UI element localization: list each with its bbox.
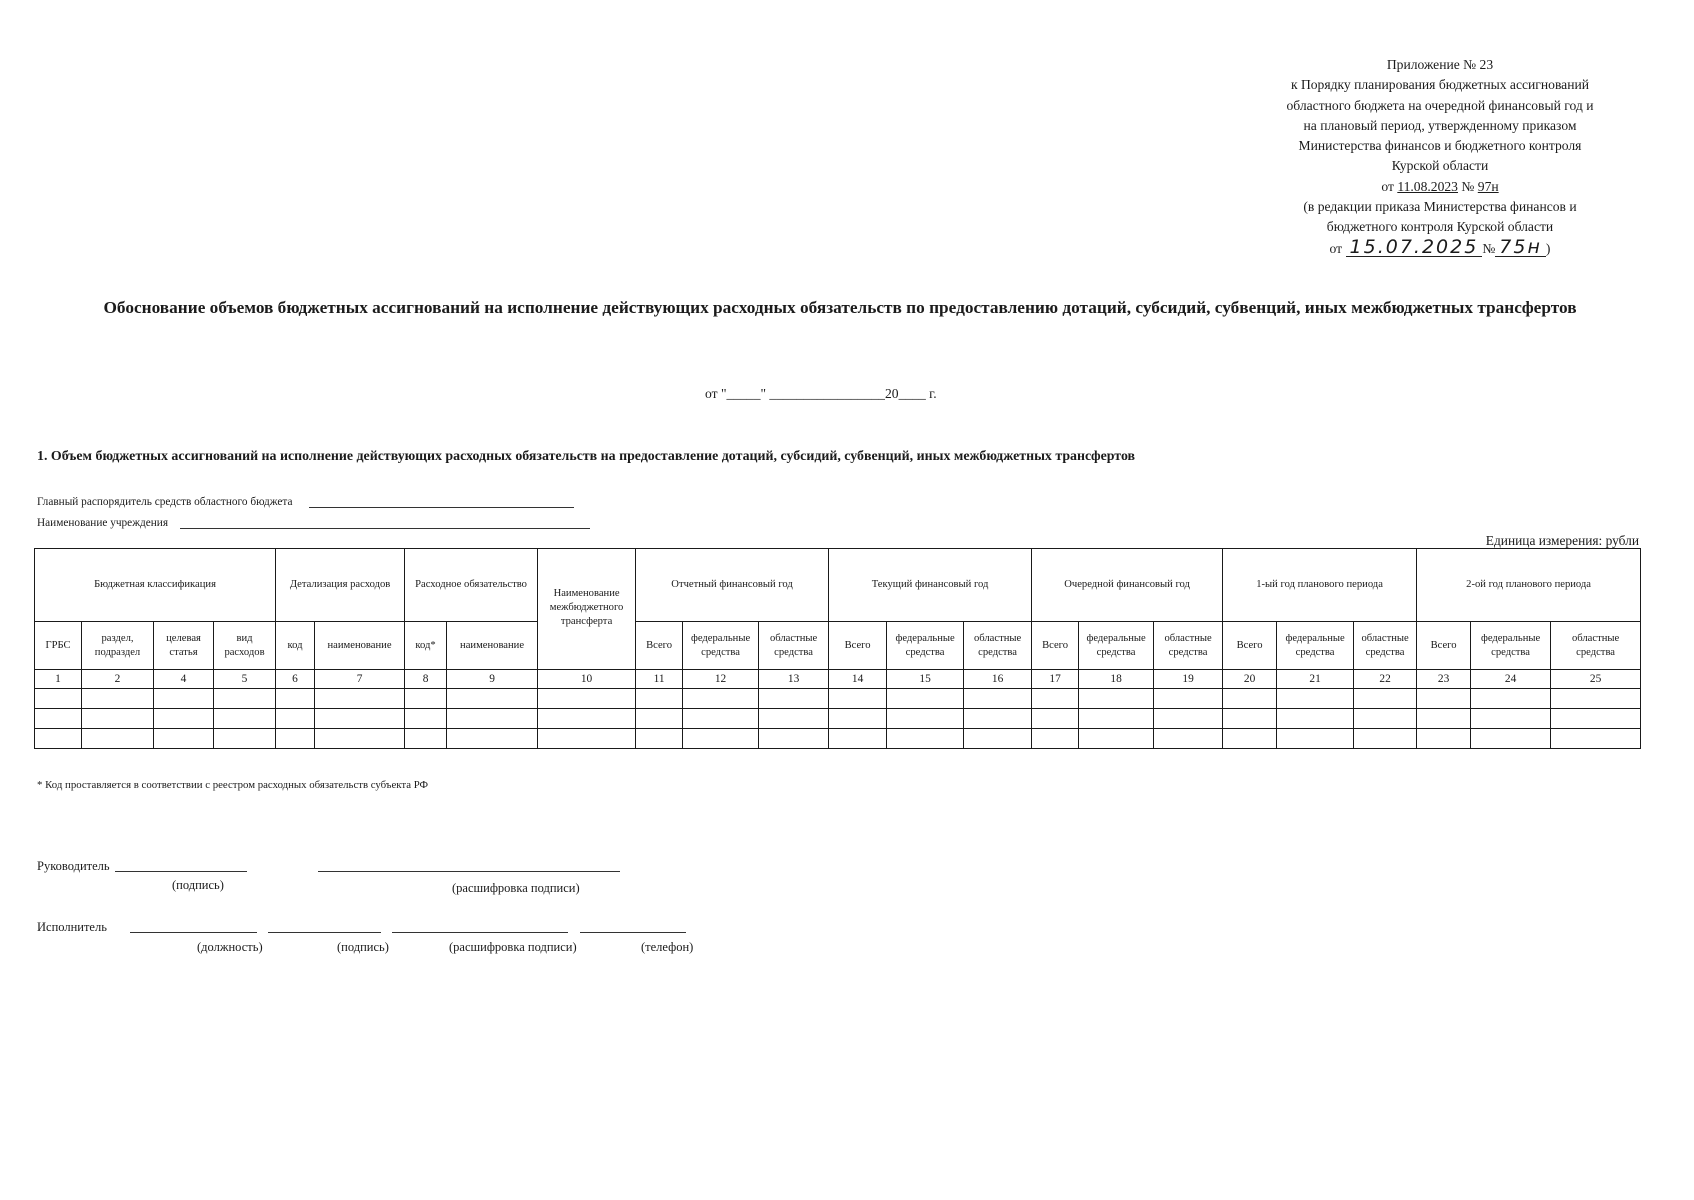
- column-number-cell: 21: [1277, 670, 1354, 689]
- column-number-cell: 10: [538, 670, 636, 689]
- column-number-cell: 24: [1471, 670, 1551, 689]
- table-cell[interactable]: [1154, 689, 1223, 709]
- table-cell[interactable]: [35, 709, 82, 729]
- column-number-cell: 8: [405, 670, 447, 689]
- table-cell[interactable]: [447, 729, 538, 749]
- table-cell[interactable]: [1277, 709, 1354, 729]
- table-cell[interactable]: [683, 689, 759, 709]
- plan-year-2-header: 2-ой год планового периода: [1417, 549, 1641, 622]
- table-cell[interactable]: [538, 689, 636, 709]
- column-number-cell: 25: [1551, 670, 1641, 689]
- grbs-label: Главный распорядитель средств областного бюджета: [37, 496, 293, 508]
- institution-input-line[interactable]: [180, 517, 590, 529]
- table-cell[interactable]: [829, 689, 887, 709]
- table-cell[interactable]: [636, 729, 683, 749]
- column-number-cell: 16: [964, 670, 1032, 689]
- table-cell[interactable]: [315, 729, 405, 749]
- table-cell[interactable]: [1417, 729, 1471, 749]
- table-cell[interactable]: [1154, 709, 1223, 729]
- head-signature-line[interactable]: [115, 871, 247, 872]
- table-cell[interactable]: [447, 689, 538, 709]
- section-title: 1. Объем бюджетных ассигнований на исполнение действующих расходных обязательств на предоставление дотаций, субсидий, субвенций, иных межбюджетных трансфертов: [37, 449, 1136, 464]
- current-year-header: Текущий финансовый год: [829, 549, 1032, 622]
- federal-header: федеральные средства: [1079, 622, 1154, 670]
- table-row: [35, 689, 1641, 709]
- order-number: 97н: [1477, 178, 1499, 194]
- table-row: [35, 729, 1641, 749]
- reporting-year-header: Отчетный финансовый год: [636, 549, 829, 622]
- expense-detail-header: Детализация расходов: [276, 549, 405, 622]
- detail-name-header: наименование: [315, 622, 405, 670]
- table-cell[interactable]: [1471, 689, 1551, 709]
- executor-position-line[interactable]: [130, 932, 257, 933]
- table-row: [35, 709, 1641, 729]
- table-cell[interactable]: [35, 689, 82, 709]
- head-label: Руководитель: [37, 859, 110, 873]
- table-cell[interactable]: [276, 729, 315, 749]
- table-cell[interactable]: [154, 709, 214, 729]
- table-cell[interactable]: [1551, 709, 1641, 729]
- table-cell[interactable]: [1417, 709, 1471, 729]
- table-cell[interactable]: [276, 709, 315, 729]
- executor-signature-caption: (подпись): [337, 940, 389, 954]
- column-number-cell: 20: [1223, 670, 1277, 689]
- executor-decode-line[interactable]: [392, 932, 568, 933]
- document-date-line: от "_____" _________________20____ г.: [705, 386, 937, 401]
- table-cell[interactable]: [759, 689, 829, 709]
- column-number-cell: 7: [315, 670, 405, 689]
- revision-close: ): [1545, 240, 1551, 256]
- table-cell[interactable]: [82, 689, 154, 709]
- table-cell[interactable]: [538, 729, 636, 749]
- allocations-table: [34, 548, 1641, 749]
- federal-header: федеральные средства: [683, 622, 759, 670]
- total-header: Всего: [1223, 622, 1277, 670]
- federal-header: федеральные средства: [887, 622, 964, 670]
- table-cell[interactable]: [214, 709, 276, 729]
- executor-label: Исполнитель: [37, 920, 107, 934]
- table-cell[interactable]: [1032, 709, 1079, 729]
- appendix-line: областного бюджета на очередной финансовый год и: [1286, 97, 1594, 113]
- column-number-cell: 17: [1032, 670, 1079, 689]
- executor-position-caption: (должность): [197, 940, 263, 954]
- federal-header: федеральные средства: [1471, 622, 1551, 670]
- revision-line: бюджетного контроля Курской области: [1326, 219, 1554, 235]
- column-number-cell: 15: [887, 670, 964, 689]
- table-cell[interactable]: [1079, 729, 1154, 749]
- table-cell[interactable]: [1354, 689, 1417, 709]
- table-cell[interactable]: [35, 729, 82, 749]
- table-cell[interactable]: [1471, 709, 1551, 729]
- regional-header: областные средства: [1551, 622, 1641, 670]
- table-cell[interactable]: [887, 689, 964, 709]
- table-cell[interactable]: [154, 689, 214, 709]
- expense-obligation-header: Расходное обязательство: [405, 549, 538, 622]
- institution-field: [37, 517, 590, 529]
- table-cell[interactable]: [759, 709, 829, 729]
- column-number-cell: 22: [1354, 670, 1417, 689]
- revision-number-handwritten: 75н: [1495, 238, 1546, 257]
- table-cell[interactable]: [829, 729, 887, 749]
- table-cell[interactable]: [82, 729, 154, 749]
- revision-date-handwritten: 15.07.2025: [1346, 238, 1483, 257]
- table-cell[interactable]: [538, 709, 636, 729]
- column-number-cell: 14: [829, 670, 887, 689]
- revision-reference: [1240, 235, 1640, 259]
- table-cell[interactable]: [1417, 689, 1471, 709]
- total-header: Всего: [636, 622, 683, 670]
- table-cell[interactable]: [964, 709, 1032, 729]
- column-number-cell: 11: [636, 670, 683, 689]
- obligation-code-header: код*: [405, 622, 447, 670]
- appendix-block: [1240, 55, 1640, 259]
- column-number-cell: 12: [683, 670, 759, 689]
- column-number-row: [35, 670, 1641, 689]
- table-cell[interactable]: [1079, 709, 1154, 729]
- table-cell[interactable]: [82, 709, 154, 729]
- total-header: Всего: [1417, 622, 1471, 670]
- budget-classification-header: Бюджетная классификация: [35, 549, 276, 622]
- appendix-line: на плановый период, утвержденному приказом: [1303, 117, 1577, 133]
- document-title: Обоснование объемов бюджетных ассигнований на исполнение действующих расходных обязательств по предоставлению дотаций, субсидий, субвенций, иных межбюджетных трансфертов: [103, 298, 1577, 317]
- total-header: Всего: [829, 622, 887, 670]
- regional-header: областные средства: [1354, 622, 1417, 670]
- table-cell[interactable]: [1551, 729, 1641, 749]
- table-cell[interactable]: [683, 709, 759, 729]
- table-cell[interactable]: [636, 689, 683, 709]
- table-cell[interactable]: [315, 709, 405, 729]
- table-cell[interactable]: [1551, 689, 1641, 709]
- column-number-cell: 23: [1417, 670, 1471, 689]
- head-decode-caption: (расшифровка подписи): [452, 881, 580, 895]
- appendix-line: Курской области: [1391, 158, 1489, 174]
- order-no-prefix: №: [1461, 178, 1475, 194]
- column-number-cell: 5: [214, 670, 276, 689]
- table-cell[interactable]: [154, 729, 214, 749]
- order-prefix: от: [1381, 178, 1394, 194]
- table-cell[interactable]: [964, 689, 1032, 709]
- table-cell[interactable]: [214, 729, 276, 749]
- executor-phone-caption: (телефон): [641, 940, 694, 954]
- column-number-cell: 9: [447, 670, 538, 689]
- revision-prefix: от: [1329, 240, 1343, 256]
- table-cell[interactable]: [964, 729, 1032, 749]
- grbs-field: [37, 496, 574, 508]
- table-cell[interactable]: [1471, 729, 1551, 749]
- table-cell[interactable]: [887, 709, 964, 729]
- table-cell[interactable]: [1277, 689, 1354, 709]
- table-cell[interactable]: [405, 729, 447, 749]
- expense-type-header: вид расходов: [214, 622, 276, 670]
- order-reference: [1240, 177, 1640, 197]
- table-cell[interactable]: [1079, 689, 1154, 709]
- order-date: 11.08.2023: [1397, 178, 1458, 194]
- column-number-cell: 13: [759, 670, 829, 689]
- table-cell[interactable]: [315, 689, 405, 709]
- table-cell[interactable]: [447, 709, 538, 729]
- table-cell[interactable]: [887, 729, 964, 749]
- table-cell[interactable]: [1223, 709, 1277, 729]
- transfer-name-header: Наименование межбюджетного трансферта: [538, 549, 636, 670]
- federal-header: федеральные средства: [1277, 622, 1354, 670]
- table-cell[interactable]: [1154, 729, 1223, 749]
- regional-header: областные средства: [1154, 622, 1223, 670]
- plan-year-1-header: 1-ый год планового периода: [1223, 549, 1417, 622]
- column-number-cell: 1: [35, 670, 82, 689]
- section-header: раздел, подраздел: [82, 622, 154, 670]
- column-number-cell: 6: [276, 670, 315, 689]
- table-cell[interactable]: [1354, 709, 1417, 729]
- table-cell[interactable]: [636, 709, 683, 729]
- appendix-line: к Порядку планирования бюджетных ассигнований: [1290, 77, 1590, 93]
- next-year-header: Очередной финансовый год: [1032, 549, 1223, 622]
- table-cell[interactable]: [829, 709, 887, 729]
- table-cell[interactable]: [1223, 729, 1277, 749]
- executor-decode-caption: (расшифровка подписи): [449, 940, 577, 954]
- obligation-name-header: наименование: [447, 622, 538, 670]
- table-cell[interactable]: [405, 689, 447, 709]
- table-cell[interactable]: [214, 689, 276, 709]
- column-number-cell: 2: [82, 670, 154, 689]
- appendix-line: Министерства финансов и бюджетного контроля: [1298, 138, 1582, 154]
- table-cell[interactable]: [1223, 689, 1277, 709]
- table-cell[interactable]: [405, 709, 447, 729]
- table-cell[interactable]: [759, 729, 829, 749]
- grbs-header: ГРБС: [35, 622, 82, 670]
- column-number-cell: 18: [1079, 670, 1154, 689]
- column-number-cell: 19: [1154, 670, 1223, 689]
- revision-line: (в редакции приказа Министерства финансов и: [1303, 199, 1577, 215]
- institution-label: Наименование учреждения: [37, 517, 169, 529]
- head-decode-line[interactable]: [318, 871, 620, 872]
- grbs-input-line[interactable]: [309, 496, 574, 508]
- regional-header: областные средства: [759, 622, 829, 670]
- target-article-header: целевая статья: [154, 622, 214, 670]
- regional-header: областные средства: [964, 622, 1032, 670]
- appendix-title: Приложение № 23: [1386, 57, 1494, 72]
- column-number-cell: 4: [154, 670, 214, 689]
- table-cell[interactable]: [1277, 729, 1354, 749]
- total-header: Всего: [1032, 622, 1079, 670]
- unit-of-measure: Единица измерения: рубли: [1485, 533, 1639, 548]
- detail-code-header: код: [276, 622, 315, 670]
- revision-no-prefix: №: [1482, 240, 1496, 256]
- footnote: * Код проставляется в соответствии с реестром расходных обязательств субъекта РФ: [37, 779, 429, 791]
- table-cell[interactable]: [1354, 729, 1417, 749]
- table-cell[interactable]: [1032, 689, 1079, 709]
- executor-phone-line[interactable]: [580, 932, 686, 933]
- head-signature-caption: (подпись): [172, 878, 224, 892]
- table-cell[interactable]: [276, 689, 315, 709]
- table-cell[interactable]: [683, 729, 759, 749]
- executor-signature-line[interactable]: [268, 932, 381, 933]
- table-cell[interactable]: [1032, 729, 1079, 749]
